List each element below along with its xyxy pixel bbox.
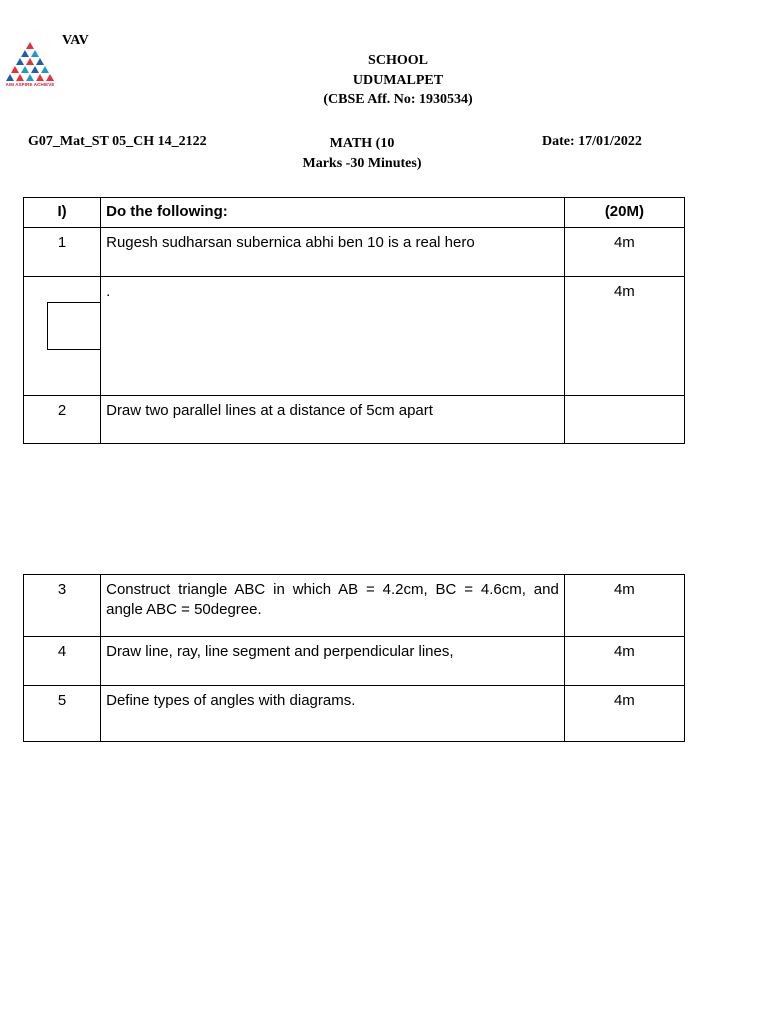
question-text: Define types of angles with diagrams. <box>101 686 565 742</box>
question-number: 1 <box>24 228 101 277</box>
question-marks: 4m <box>564 575 684 637</box>
exam-date: Date: 17/01/2022 <box>542 134 642 149</box>
question-row-3 <box>24 575 685 637</box>
question-number: 5 <box>24 686 101 742</box>
school-affiliation: (CBSE Aff. No: 1930534) <box>323 92 473 107</box>
question-table-2 <box>23 574 685 742</box>
subject-line-2: Marks -30 Minutes) <box>302 155 422 171</box>
section-header-row <box>24 198 685 228</box>
question-marks <box>564 396 684 444</box>
subject-line-1: MATH (10 <box>329 136 395 151</box>
question-text: Rugesh sudharsan subernica abhi ben 10 is a real hero <box>101 228 565 277</box>
question-row-5 <box>24 686 685 742</box>
question-text: Construct triangle ABC in which AB = 4.2cm, BC = 4.6cm, and angle ABC = 50degree. <box>101 575 565 637</box>
empty-box <box>47 302 101 350</box>
question-marks: 4m <box>564 277 684 396</box>
section-title: Do the following: <box>101 198 565 228</box>
question-marks: 4m <box>564 228 684 277</box>
section-number: I) <box>24 198 101 228</box>
section-marks: (20M) <box>564 198 684 228</box>
question-table-1 <box>23 197 685 444</box>
question-text: . <box>101 277 565 396</box>
question-text: Draw two parallel lines at a distance of 5cm apart <box>101 396 565 444</box>
paper-code: G07_Mat_ST 05_CH 14_2122 <box>28 134 207 149</box>
logo-tagline: AIM ASPIRE ACHIEVE <box>5 82 55 87</box>
question-row-1 <box>24 228 685 277</box>
school-name: SCHOOL <box>368 53 428 68</box>
question-number: 2 <box>24 396 101 444</box>
question-row-2 <box>24 396 685 444</box>
question-text: Draw line, ray, line segment and perpendicular lines, <box>101 637 565 686</box>
subject-info <box>262 134 462 173</box>
question-marks: 4m <box>564 637 684 686</box>
question-marks: 4m <box>564 686 684 742</box>
school-heading <box>248 51 548 110</box>
school-short-name: VAV <box>62 33 89 48</box>
question-number: 4 <box>24 637 101 686</box>
school-city: UDUMALPET <box>352 72 444 88</box>
question-row-blank <box>24 277 685 396</box>
question-row-4 <box>24 637 685 686</box>
question-number: 3 <box>24 575 101 637</box>
